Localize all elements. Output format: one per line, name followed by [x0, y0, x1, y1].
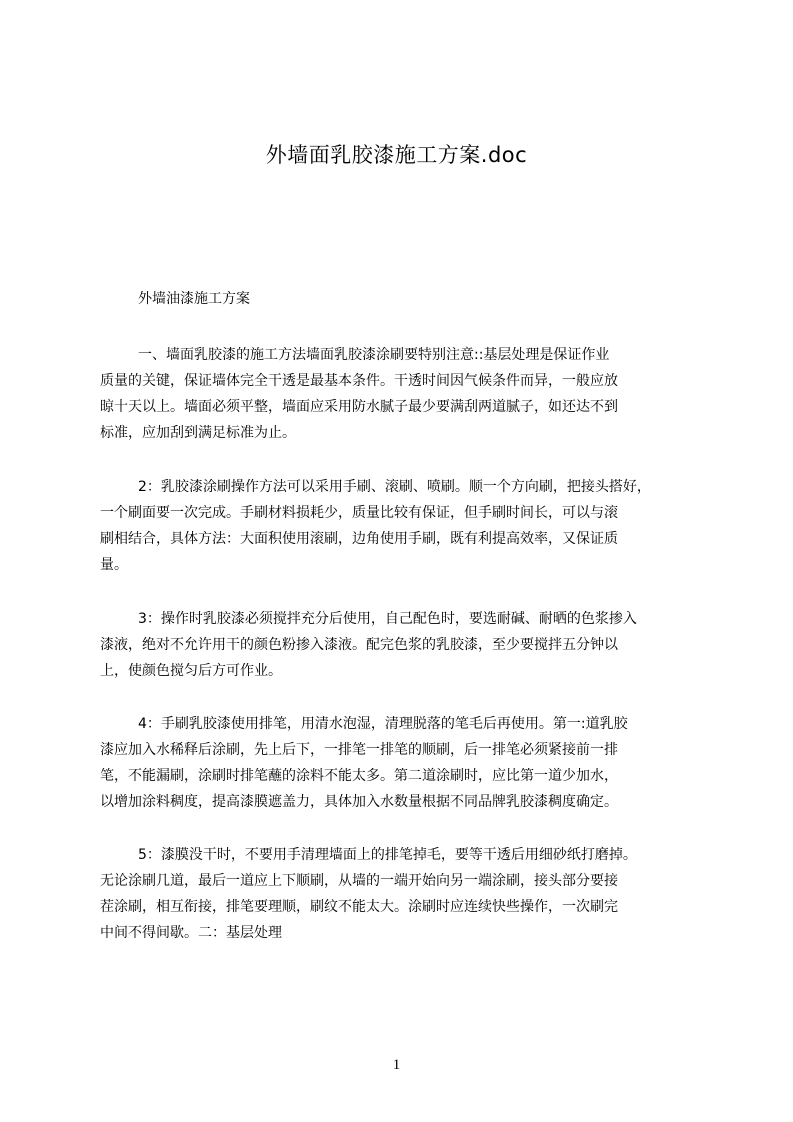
paragraph-line: 以增加涂料稠度，提高漆膜遮盖力，具体加入水数量根据不同品牌乳胶漆稠度确定。 [100, 794, 618, 810]
section-subheading: 外墙油漆施工方案 [138, 291, 250, 307]
paragraph-line: 一个刷面要一次完成。手刷材料损耗少，质量比较有保证，但手刷时间长，可以与滚 [100, 505, 618, 521]
paragraph-line: 4：手刷乳胶漆使用排笔，用清水泡湿，清理脱落的笔毛后再使用。第一:道乳胶 [138, 716, 628, 732]
paragraph-line: 量。 [100, 557, 128, 573]
paragraph-5 [100, 842, 712, 946]
paragraph-line: 一、墙面乳胶漆的施工方法墙面乳胶漆涂刷要特别注意::基层处理是保证作业 [138, 347, 610, 363]
paragraph-line: 中间不得间歇。二：基层处理 [100, 925, 282, 941]
paragraph-line: 无论涂刷几道，最后一道应上下顺刷，从墙的一端开始向另一端涂刷，接头部分要接 [100, 873, 618, 889]
paragraph-1 [100, 342, 712, 446]
page-number: 1 [392, 1057, 401, 1073]
paragraph-line: 茬涂刷，相互衔接，排笔要理顺，刷纹不能太大。涂刷时应连续快些操作，一次刷完 [100, 899, 618, 915]
paragraph-3 [100, 606, 712, 684]
paragraph-line: 2：乳胶漆涂刷操作方法可以采用手刷、滚刷、喷刷。顺一个方向刷，把接头搭好， [138, 479, 651, 495]
paragraph-line: 笔，不能漏刷，涂刷时排笔蘸的涂料不能太多。第二道涂刷时，应比第一道少加水， [100, 768, 618, 784]
paragraph-line: 漆应加入水稀释后涂刷，先上后下，一排笔一排笔的顺刷，后一排笔必须紧接前一排 [100, 742, 618, 758]
document-title: 外墙面乳胶漆施工方案.doc [265, 143, 528, 167]
paragraph-line: 上，使颜色搅匀后方可作业。 [100, 663, 282, 679]
paragraph-4 [100, 711, 712, 815]
paragraph-2 [100, 474, 712, 578]
paragraph-line: 刷相结合，具体方法：大面积使用滚刷，边角使用手刷，既有利提高效率，又保证质 [100, 531, 618, 547]
paragraph-line: 质量的关键，保证墙体完全干透是最基本条件。干透时间因气候条件而异，一般应放 [100, 373, 618, 389]
paragraph-line: 标准，应加刮到满足标准为止。 [100, 425, 296, 441]
paragraph-line: 晾十天以上。墙面必须平整，墙面应采用防水腻子最少要满刮两道腻子，如还达不到 [100, 399, 618, 415]
paragraph-line: 漆液，绝对不允许用干的颜色粉掺入漆液。配完色浆的乳胶漆，至少要搅拌五分钟以 [100, 637, 618, 653]
paragraph-line: 3：操作时乳胶漆必须搅拌充分后使用，自己配色时，要选耐碱、耐晒的色浆掺入 [138, 611, 637, 627]
paragraph-line: 5：漆膜没干时，不要用手清理墙面上的排笔掉毛，要等干透后用细砂纸打磨掉。 [138, 847, 637, 863]
